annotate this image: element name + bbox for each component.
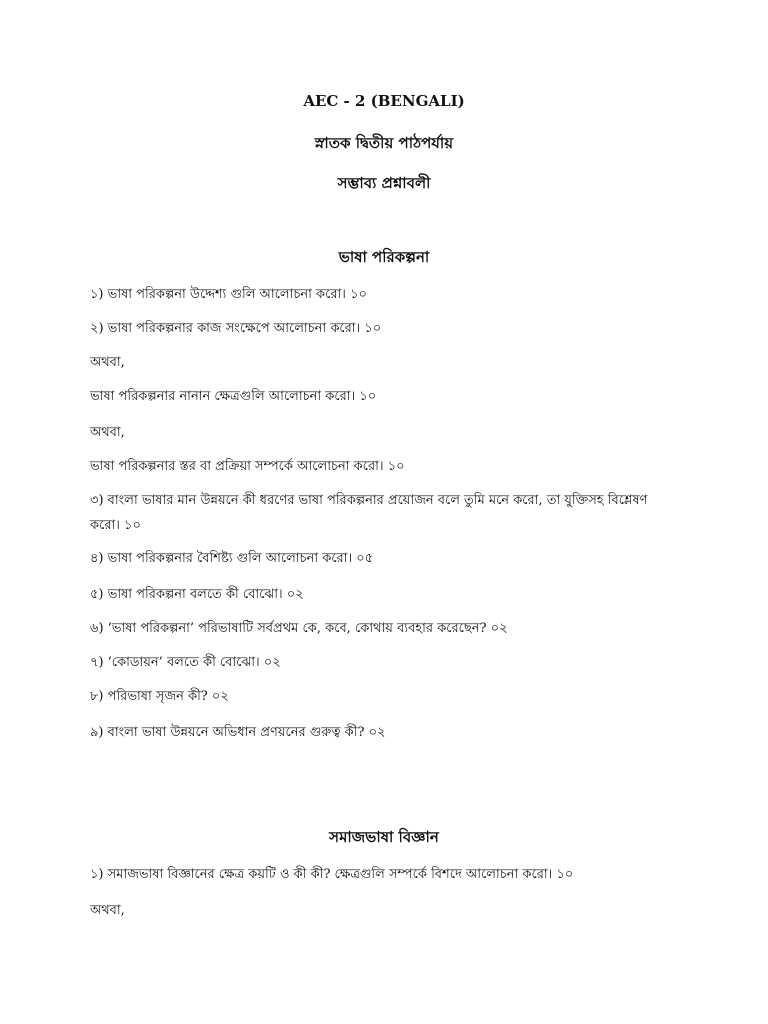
question-line: ১) ভাষা পরিকল্পনা উদ্দেশ্য গুলি আলোচনা করো। ১০ — [90, 287, 367, 302]
question-line: ভাষা পরিকল্পনার নানান ক্ষেত্রগুলি আলোচনা করো। ১০ — [90, 389, 377, 404]
question-line: ৮) পরিভাষা সৃজন কী? ০২ — [90, 689, 229, 704]
question-line: ২) ভাষা পরিকল্পনার কাজ সংক্ষেপে আলোচনা করো। ১০ — [90, 321, 382, 336]
question-line: ভাষা পরিকল্পনার স্তর বা প্রক্রিয়া সম্পর্কে আলোচনা করো। ১০ — [90, 459, 405, 474]
or-line: অথবা, — [90, 355, 125, 370]
question-line: ৭) ‘কোডায়ন’ বলতে কী বোঝো। ০২ — [90, 655, 281, 670]
question-line: ৪) ভাষা পরিকল্পনার বৈশিষ্ট্য গুলি আলোচনা করো। ০৫ — [90, 551, 374, 566]
course-title: AEC - 2 (BENGALI) — [303, 92, 465, 110]
level-title: স্নাতক দ্বিতীয় পাঠপর্যায় — [314, 134, 454, 152]
page-title: সম্ভাব্য প্রশ্নাবলী — [337, 174, 431, 192]
question-line: ৫) ভাষা পরিকল্পনা বলতে কী বোঝো। ০২ — [90, 587, 304, 602]
question-line: ৩) বাংলা ভাষার মান উন্নয়নে কী ধরণের ভাষা পরিকল্পনার প্রয়োজন বলে তুমি মনে করো, তা যুক্তিসহ বিশ্লেষণ করো। ১০ — [90, 493, 648, 533]
section-heading-language-planning: ভাষা পরিকল্পনা — [338, 248, 430, 266]
or-line: অথবা, — [90, 425, 125, 440]
question-line: ৯) বাংলা ভাষা উন্নয়নে অভিধান প্রণয়নের গুরুত্ব কী? ০২ — [90, 725, 386, 740]
section-heading-sociolinguistics: সমাজভাষা বিজ্ঞান — [329, 828, 439, 846]
or-line: অথবা, — [90, 903, 125, 918]
question-line: ৬) ‘ভাষা পরিকল্পনা’ পরিভাষাটি সর্বপ্রথম কে, কবে, কোথায় ব্যবহার করেছেন? ০২ — [90, 621, 508, 636]
question-line: ১) সমাজভাষা বিজ্ঞানের ক্ষেত্র কয়টি ও কী কী? ক্ষেত্রগুলি সম্পর্কে বিশদে আলোচনা করো। ১০ — [90, 867, 574, 882]
